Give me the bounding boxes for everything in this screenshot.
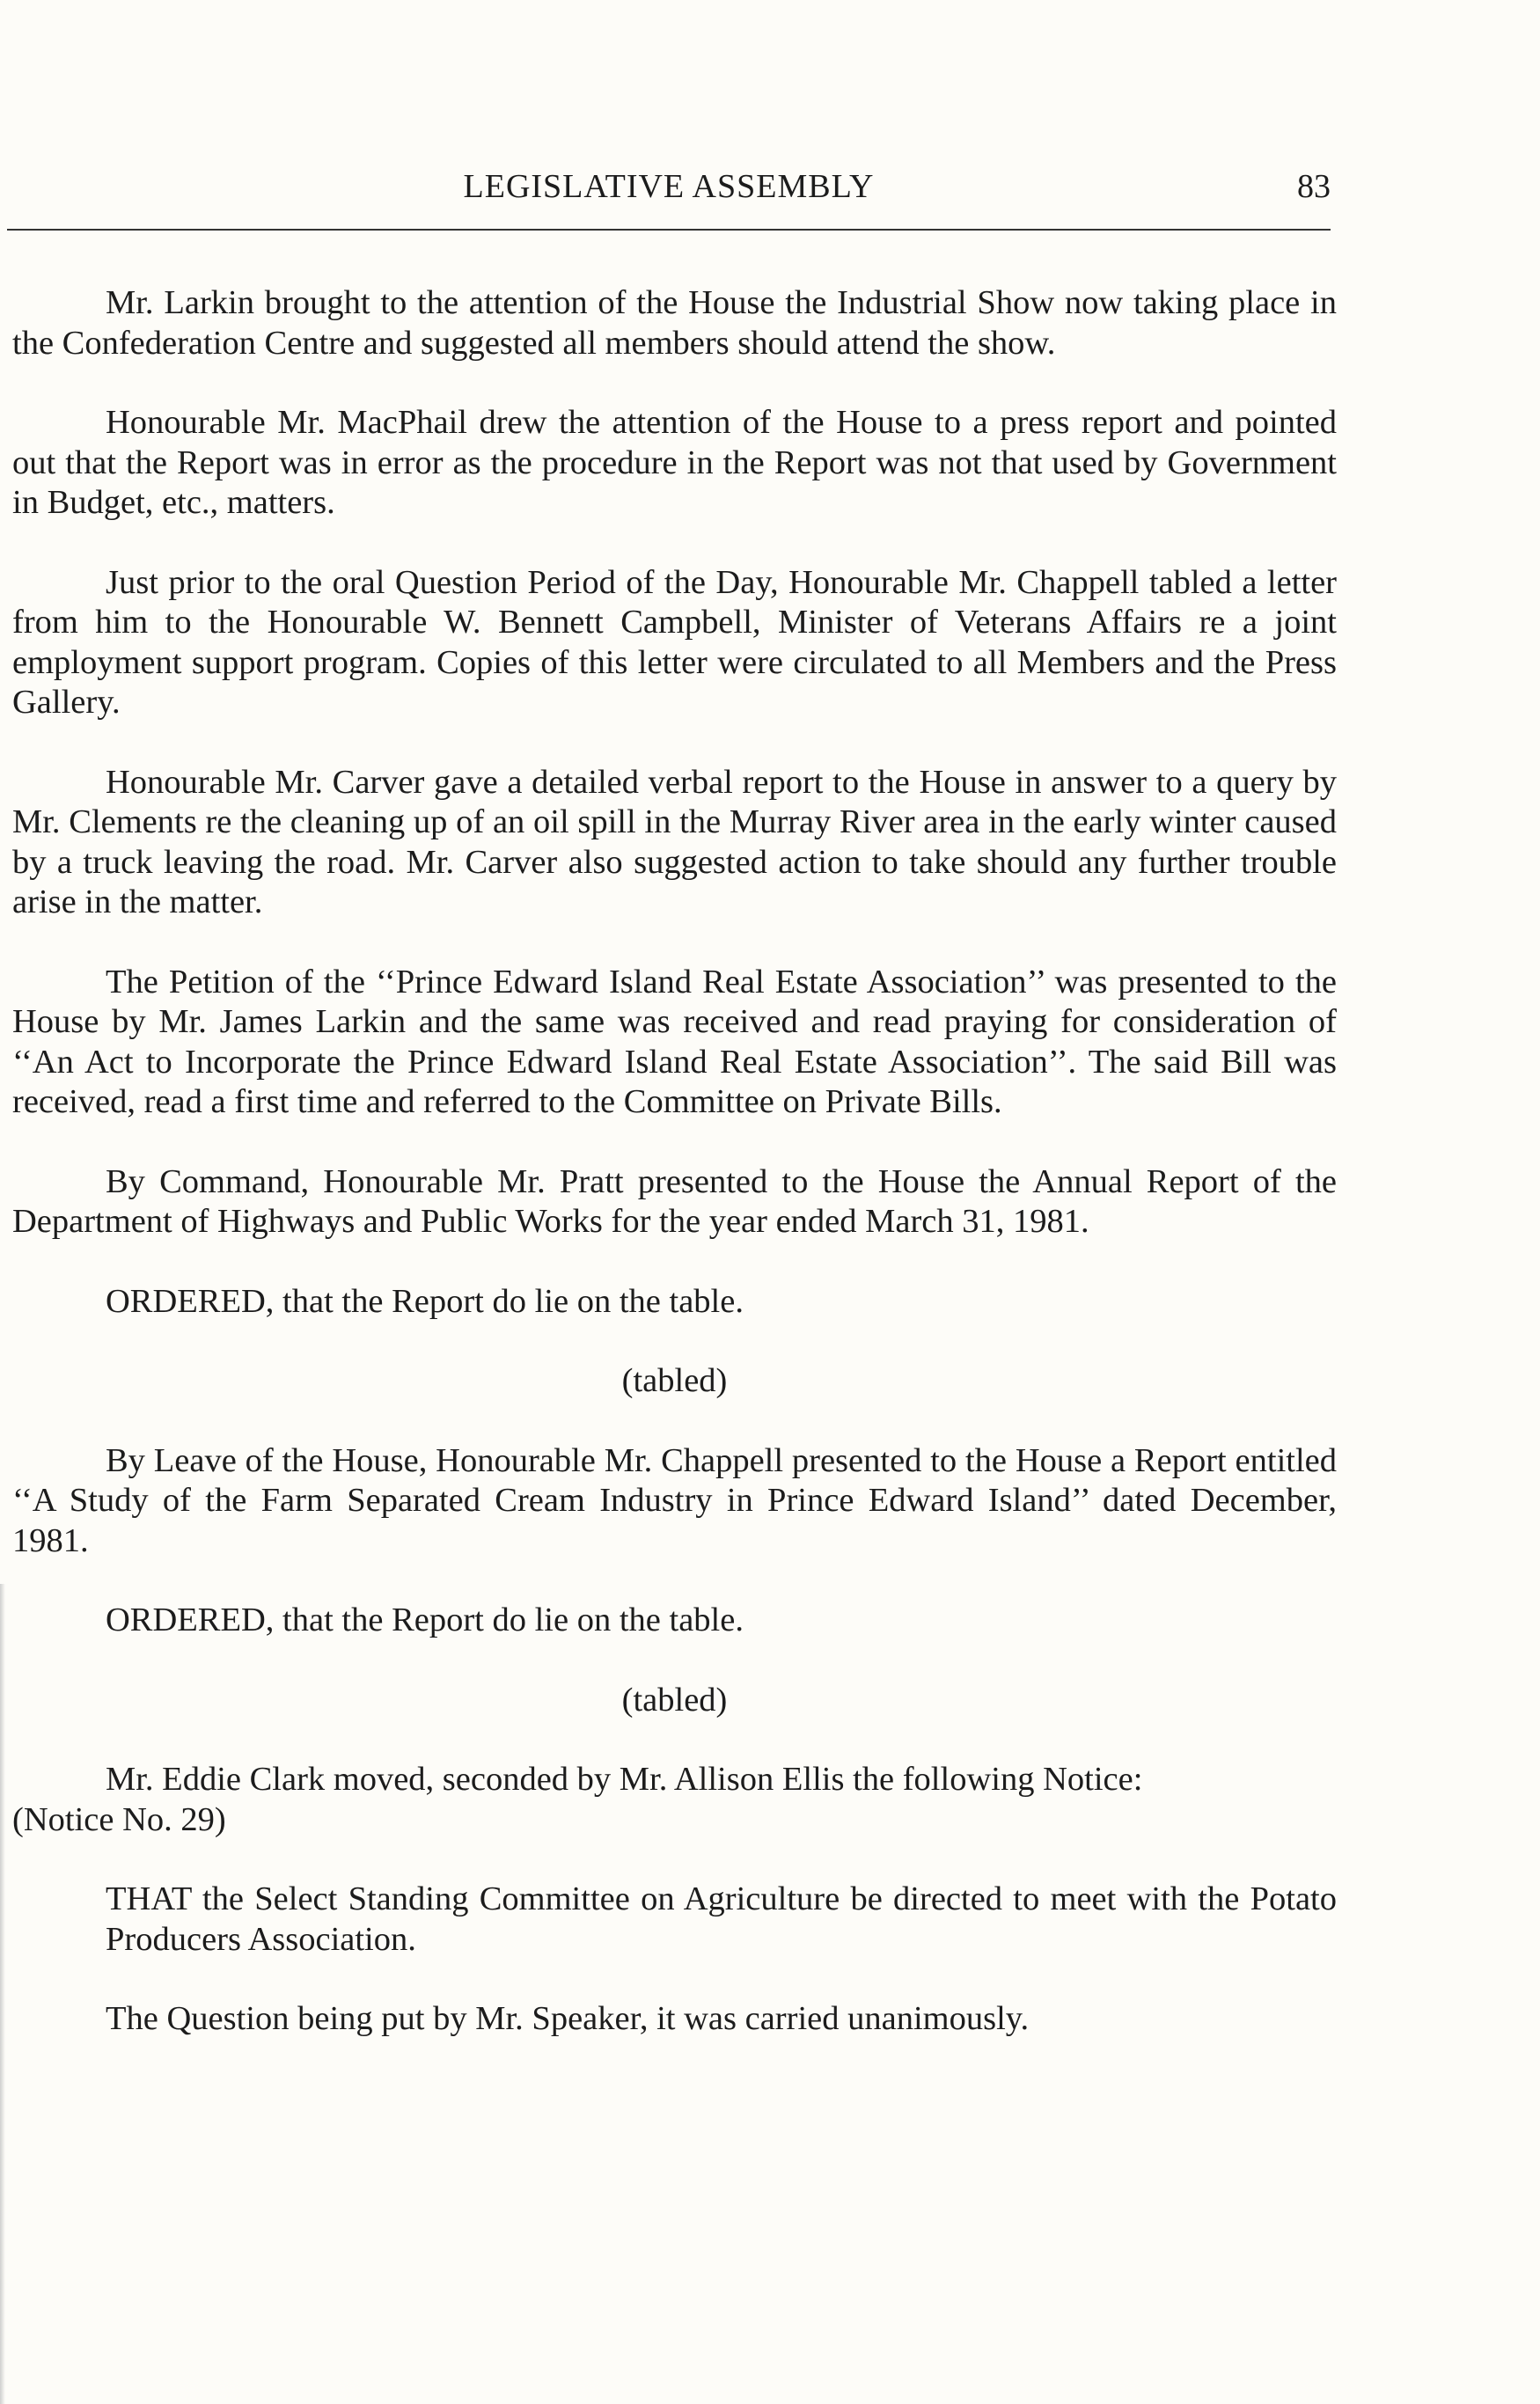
paragraph-macphail-press-report: Honourable Mr. MacPhail drew the attention of the House to a press report and pointed out that the Report was in error as the procedure in the Report was not that used by Government in Budget, etc., matters.: [12, 404, 1337, 521]
tabled-note-2: (tabled): [621, 1681, 728, 1719]
tabled-note-1: (tabled): [621, 1362, 728, 1399]
page-number: 83: [1297, 168, 1331, 205]
scan-edge-shadow: [0, 1584, 5, 2404]
body-text: [12, 283, 1337, 2079]
running-title: LEGISLATIVE ASSEMBLY: [463, 168, 875, 205]
notice-number: (Notice No. 29): [12, 1800, 226, 1838]
paragraph-ordered-2: ORDERED, that the Report do lie on the table.: [106, 1601, 744, 1638]
paragraph-clark-motion: [12, 1760, 1337, 1840]
paragraph-carver-oil-spill: Honourable Mr. Carver gave a detailed verbal report to the House in answer to a query by Mr. Clements re the cleaning up of an oil spill in the Murray River area in the early winter caused by a truck leaving the road. Mr. Carver also suggested action to take should any further trouble arise in the matter.: [12, 763, 1337, 920]
paragraph-notice-resolution: THAT the Select Standing Committee on Agriculture be directed to meet with the Potato Producers Association.: [106, 1880, 1337, 1958]
paragraph-larkin-industrial-show: Mr. Larkin brought to the attention of the House the Industrial Show now taking place in the Confederation Centre and suggested all members should attend the show.: [12, 284, 1337, 362]
paragraph-question-carried: The Question being put by Mr. Speaker, it was carried unanimously.: [106, 2000, 1030, 2037]
paragraph-cream-industry-report: By Leave of the House, Honourable Mr. Chappell presented to the House a Report entitled ‘‘A Study of the Farm Separated Cream Industry in Prince Edward Island’’ dated December, 1981.: [12, 1441, 1337, 1559]
paragraph-real-estate-petition: The Petition of the ‘‘Prince Edward Island Real Estate Association’’ was presented to the House by Mr. James Larkin and the same was received and read praying for consideration of ‘‘An Act to Incorporate the Prince Edward Island Real Estate Association’’. The said Bill was received, read a first time and referred to the Committee on Private Bills.: [12, 963, 1337, 1120]
page-header: [7, 167, 1331, 231]
motion-text: Mr. Eddie Clark moved, seconded by Mr. Allison Ellis the following Notice:: [106, 1761, 1143, 1798]
paragraph-chappell-letter: Just prior to the oral Question Period of the Day, Honourable Mr. Chappell tabled a letter from him to the Honourable W. Bennett Campbell, Minister of Veterans Affairs re a joint employment support program. Copies of this letter were circulated to all Members and the Press Gallery.: [12, 563, 1337, 721]
paragraph-pratt-annual-report: By Command, Honourable Mr. Pratt presented to the House the Annual Report of the Department of Highways and Public Works for the year ended March 31, 1981.: [12, 1162, 1337, 1240]
paragraph-ordered-1: ORDERED, that the Report do lie on the table.: [106, 1282, 744, 1320]
